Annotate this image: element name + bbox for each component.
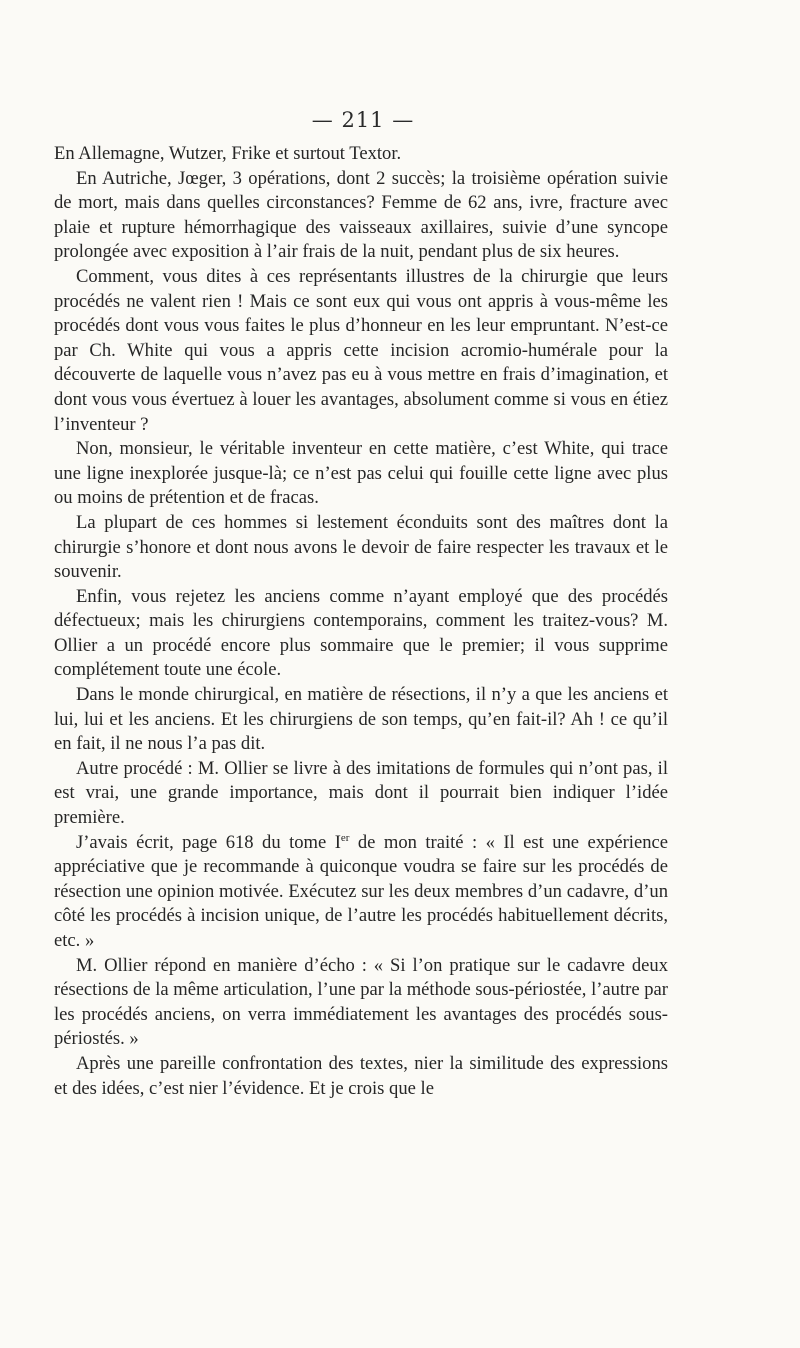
- paragraph-8: Autre procédé : M. Ollier se livre à des imitations de formules qui n’ont pas, il est vrai, une grande importance, mais dont il pourrait bien indiquer l’idée première.: [54, 757, 668, 829]
- paragraph-6: Enfin, vous rejetez les anciens comme n’ayant employé que des procédés défectueux; mais les chirurgiens contemporains, comment les traitez-vous? M. Ollier a un procédé encore plus sommaire que le premier; il vous supprime complétement toute une école.: [54, 585, 668, 681]
- paragraph-9: J’avais écrit, page 618 du tome Ier de mon traité : « Il est une expérience appréciative que je recommande à quiconque voudra se faire sur les procédés de résection une opinion motivée. Exécutez sur les deux membres d’un cadavre, d’un côté les procédés à incision unique, de l’autre les procédés habituellement décrits, etc. »: [54, 831, 668, 951]
- paragraph-5: La plupart de ces hommes si lestement éconduits sont des maîtres dont la chirurgie s’honore et dont nous avons le devoir de faire respecter les travaux et le souvenir.: [54, 511, 668, 583]
- body-text: [54, 142, 668, 1101]
- paragraph-3: Comment, vous dites à ces représentants illustres de la chirurgie que leurs procédés ne valent rien ! Mais ce sont eux qui vous ont appris à vous-même les procédés dont vous vous faites le plus d’honneur en les leur empruntant. N’est-ce par Ch. White qui vous a appris cette incision acromio-humérale pour la découverte de laquelle vous n’avez pas eu à vous mettre en frais d’imagination, et dont vous vous évertuez à louer les avantages, absolument comme si vous en étiez l’inventeur ?: [54, 265, 668, 435]
- paragraph-11: Après une pareille confrontation des textes, nier la similitude des expressions et des idées, c’est nier l’évidence. Et je crois que le: [54, 1052, 668, 1099]
- superscript: er: [340, 831, 350, 844]
- paragraph-4: Non, monsieur, le véritable inventeur en cette matière, c’est White, qui trace une ligne inexplorée jusque-là; ce n’est pas celui qui fouille cette ligne avec plus ou moins de prétention et de fracas.: [54, 438, 668, 509]
- page-number: — 211 —: [311, 108, 415, 132]
- paragraph-7: Dans le monde chirurgical, en matière de résections, il n’y a que les anciens et lui, lui et les anciens. Et les chirurgiens de son temps, qu’en fait-il? Ah ! ce qu’il en fait, il ne nous l’a pas dit.: [54, 684, 668, 755]
- paragraph-2: En Autriche, Jœger, 3 opérations, dont 2 succès; la troisième opération suivie de mort, mais dans quelles circonstances? Femme de 62 ans, ivre, fracture avec plaie et rupture hémorrhagique des vaisseaux axillaires, suivie d’une syncope prolongée avec exposition à l’air frais de la nuit, pendant plus de six heures.: [54, 167, 668, 263]
- paragraph-10: M. Ollier répond en manière d’écho : « Si l’on pratique sur le cadavre deux résections de la même articulation, l’une par la méthode sous-périostée, l’autre par les procédés anciens, on verra immédiatement les avantages des procédés sous-périostés. »: [54, 954, 668, 1050]
- paragraph-1: En Allemagne, Wutzer, Frike et surtout Textor.: [54, 143, 402, 164]
